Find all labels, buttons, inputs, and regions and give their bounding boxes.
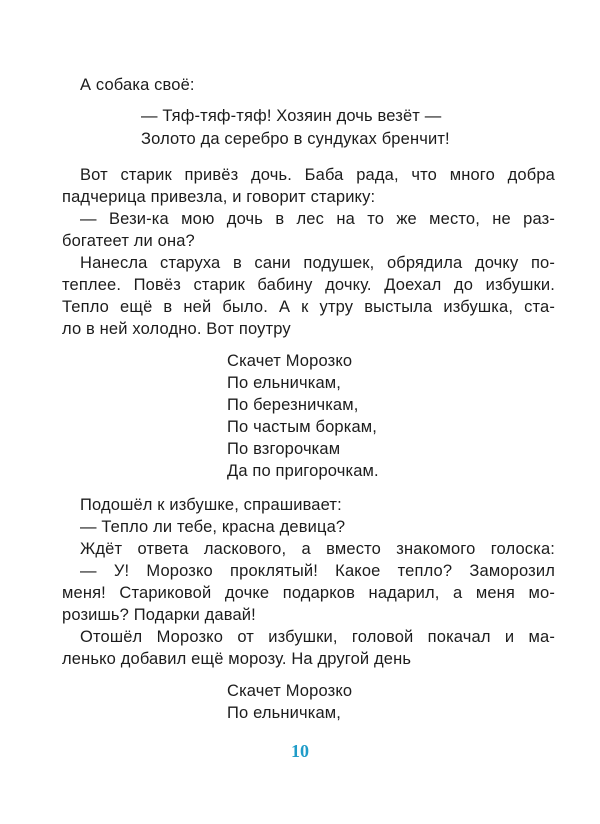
text-line: ло в ней холодно. Вот поутру xyxy=(62,320,291,338)
text-line: теплее. Повёз старик бабину дочку. Доехал до избушки. xyxy=(62,276,555,294)
verse-line: По березничкам, xyxy=(227,396,359,414)
text-line: — Тепло ли тебе, красна девица? xyxy=(80,518,346,536)
text-line: ленько добавил ещё морозу. На другой день xyxy=(62,650,412,668)
verse-line: Скачет Морозко xyxy=(227,352,353,370)
text-line: Тепло ещё в ней было. А к утру выстыла избушка, ста- xyxy=(62,298,555,316)
text-line: падчерица привезла, и говорит старику: xyxy=(62,188,376,206)
verse-line: По взгорочкам xyxy=(227,440,341,458)
text-line: Подошёл к избушке, спрашивает: xyxy=(80,496,342,514)
text-line: — У! Морозко проклятый! Какое тепло? Заморозил xyxy=(80,562,555,580)
text-line: Ждёт ответа ласкового, а вместо знакомого голоска: xyxy=(80,540,555,558)
verse-line: По частым боркам, xyxy=(227,418,378,436)
text-line: А собака своё: xyxy=(80,76,195,94)
verse-line: По ельничкам, xyxy=(227,374,342,392)
text-line: Нанесла старуха в сани подушек, обрядила дочку по- xyxy=(80,254,555,272)
text-line: Отошёл Морозко от избушки, головой покачал и ма- xyxy=(80,628,555,646)
text-line: — Вези-ка мою дочь в лес на то же место, не раз- xyxy=(80,210,555,228)
verse-line: Золото да серебро в сундуках бренчит! xyxy=(141,130,450,148)
page-number: 10 xyxy=(291,741,309,761)
text-line: меня! Стариковой дочке подарков надарил, а меня мо- xyxy=(62,584,555,602)
text-line: розишь? Подарки давай! xyxy=(62,606,256,624)
verse-line: Скачет Морозко xyxy=(227,682,353,700)
text-line: богатеет ли она? xyxy=(62,232,195,250)
verse-line: Да по пригорочкам. xyxy=(227,462,379,480)
verse-line: По ельничкам, xyxy=(227,704,342,722)
verse-line: — Тяф-тяф-тяф! Хозяин дочь везёт — xyxy=(141,107,442,125)
text-line: Вот старик привёз дочь. Баба рада, что много добра xyxy=(80,166,555,184)
